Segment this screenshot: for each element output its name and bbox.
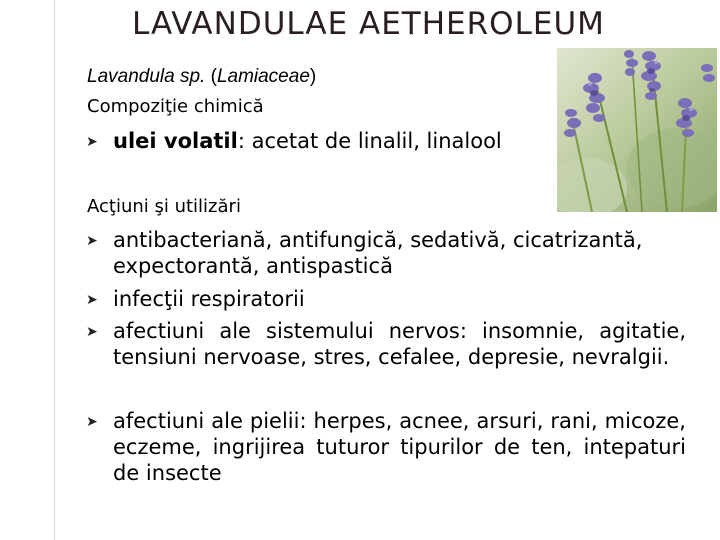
actions-heading: Acţiuni şi utilizări: [87, 196, 241, 217]
composition-detail: : acetat de linalil, linalool: [237, 129, 502, 153]
arrow-bullet-icon: ➤: [86, 413, 98, 429]
genus-text: Lavandula sp.: [87, 66, 206, 87]
actions-item-3: afectiuni ale sistemului nervos: insomnie, agitatie, tensiuni nervoase, stres, cefalee, depresie, nevralgii.: [113, 319, 686, 369]
species-line: Lavandula sp. (Lamiaceae): [87, 66, 317, 87]
arrow-bullet-icon: ➤: [86, 133, 98, 149]
volatile-oil-label: ulei volatil: [113, 129, 238, 153]
arrow-bullet-icon: ➤: [86, 323, 98, 339]
composition-heading: Compoziţie chimică: [87, 96, 264, 117]
arrow-bullet-icon: ➤: [86, 291, 98, 307]
actions-item-2: infecţii respiratorii: [113, 287, 305, 311]
family-text: Lamiaceae: [216, 66, 310, 87]
lavender-photo: [557, 48, 717, 212]
actions-item-4: afectiuni ale pielii: herpes, acnee, arsuri, rani, micoze, eczeme, ingrijirea tuturor tipurilor de ten, intepaturi de insecte: [113, 409, 686, 485]
arrow-bullet-icon: ➤: [86, 232, 98, 248]
actions-item-1: antibacteriană, antifungică, sedativă, cicatrizantă, expectorantă, antispastică: [113, 228, 643, 278]
page-title: LAVANDULAE AETHEROLEUM: [132, 6, 605, 42]
left-border-line: [54, 0, 55, 540]
